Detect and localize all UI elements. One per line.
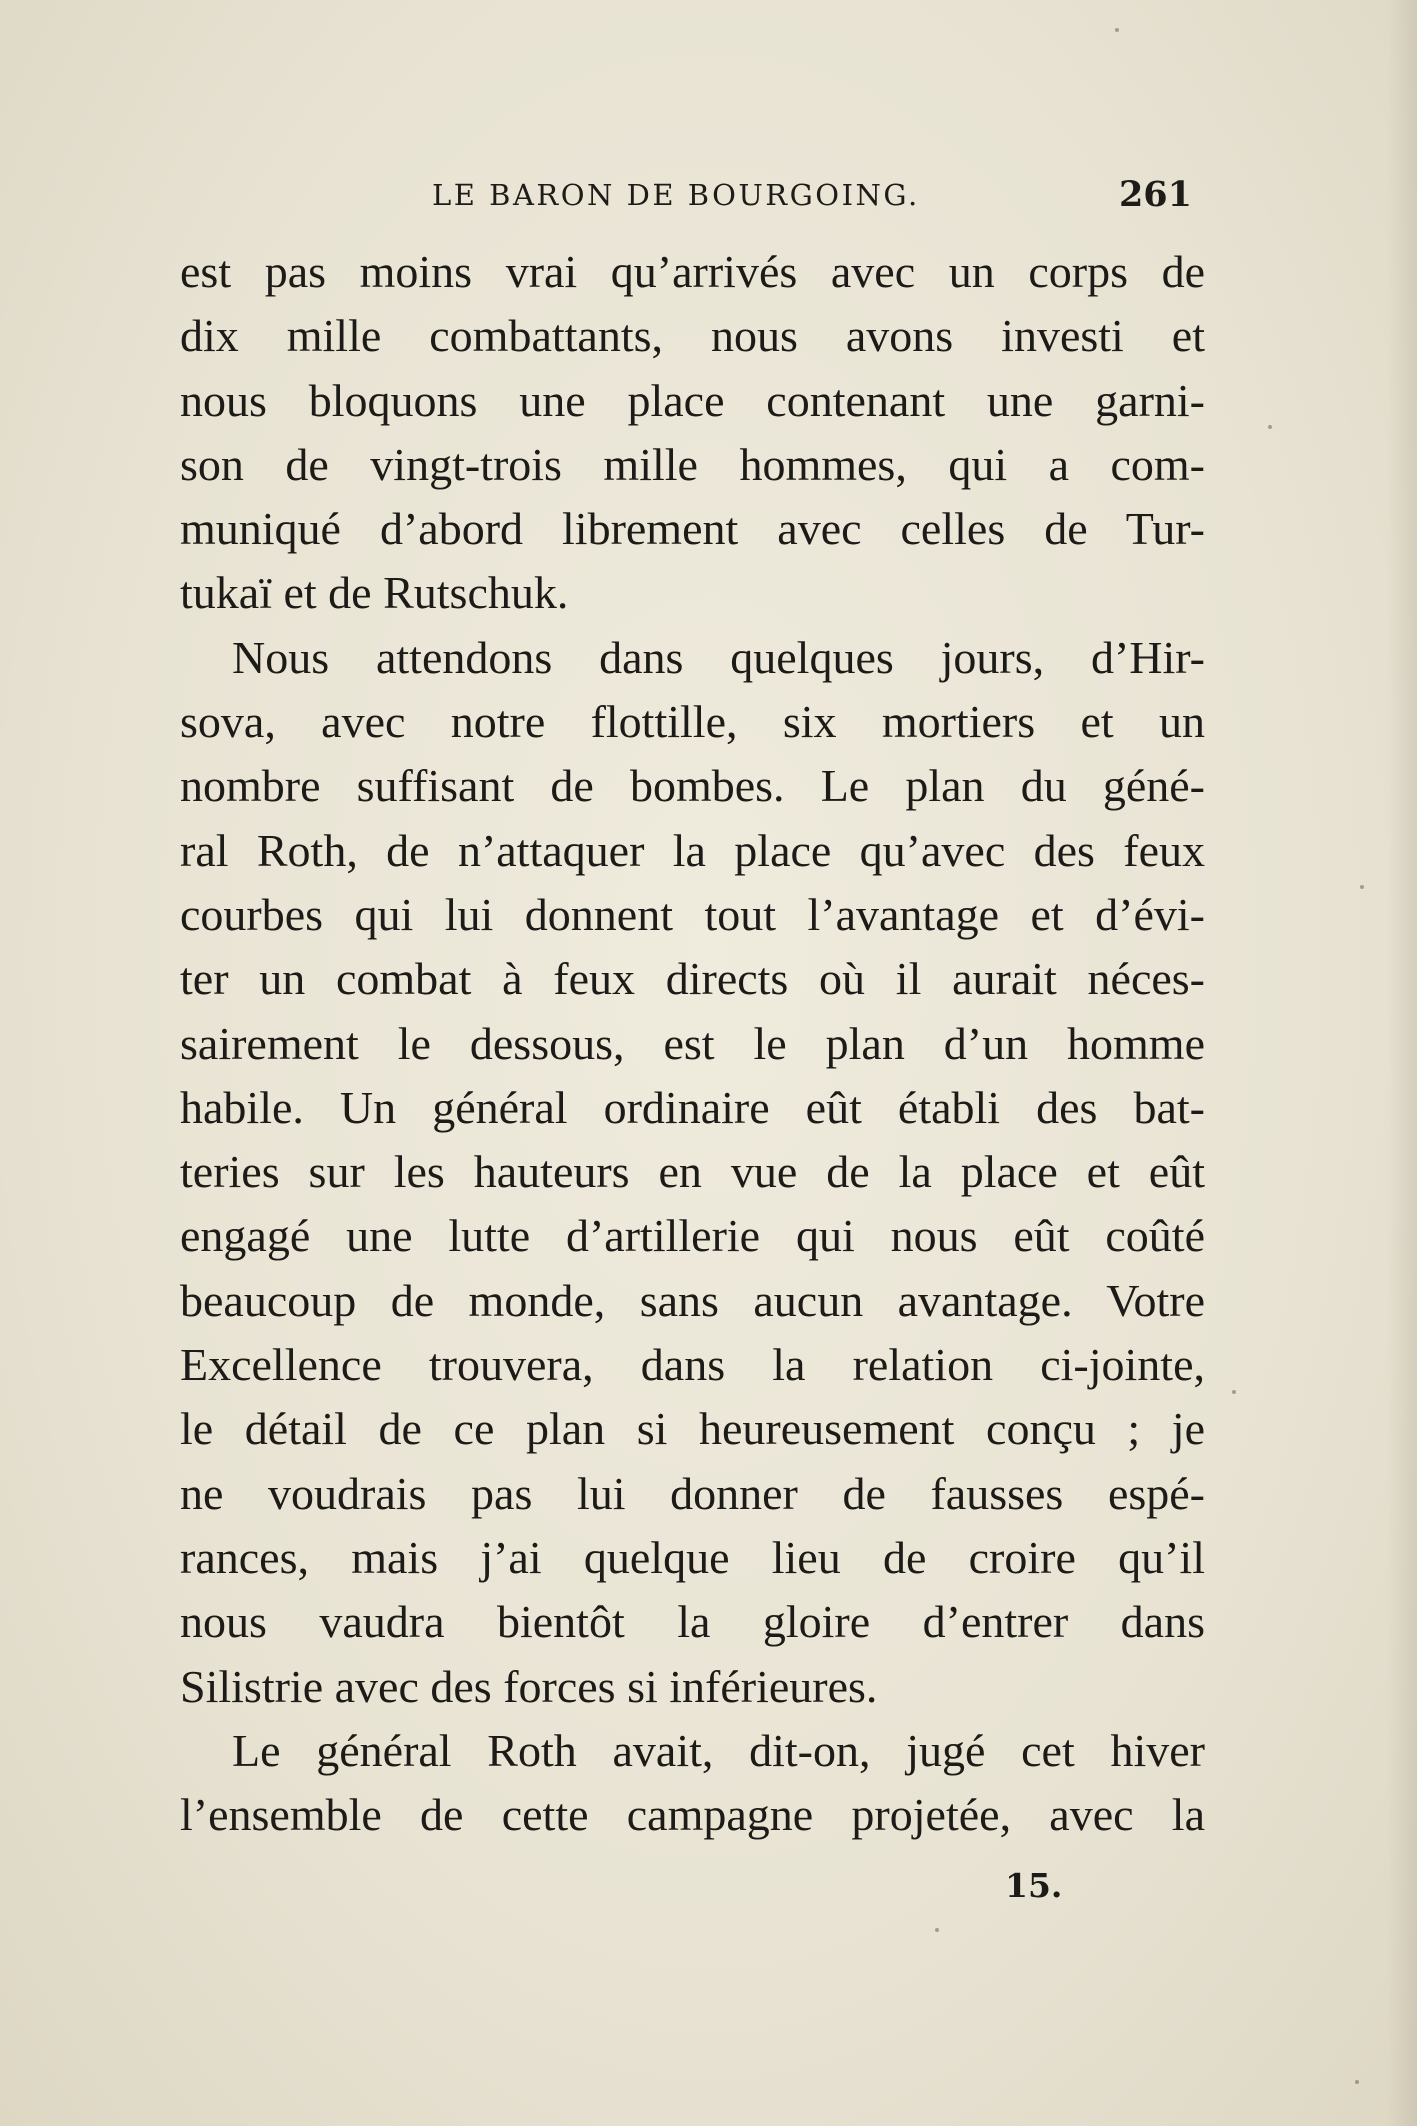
body-text xyxy=(180,240,1205,1847)
text-line: Nous attendons dans quelques jours, d’Hir- xyxy=(232,631,1205,683)
text-line: nombre suffisant de bombes. Le plan du géné- xyxy=(180,760,1205,812)
text-line: habile. Un général ordinaire eût établi des bat- xyxy=(180,1081,1205,1133)
text-line: est pas moins vrai qu’arrivés avec un corps de xyxy=(180,246,1205,297)
text-line: rances, mais j’ai quelque lieu de croire qu’il xyxy=(180,1531,1205,1583)
text-line: ne voudrais pas lui donner de fausses espé- xyxy=(180,1467,1205,1519)
text-line: l’ensemble de cette campagne projetée, avec la xyxy=(180,1789,1205,1841)
text-line: engagé une lutte d’artillerie qui nous eût coûté xyxy=(180,1210,1205,1262)
running-title: LE BARON DE BOURGOING. xyxy=(432,178,920,212)
text-line: Excellence trouvera, dans la relation ci-jointe, xyxy=(180,1339,1205,1391)
text-line: Silistrie avec des forces si inférieures. xyxy=(180,1660,878,1712)
text-line: le détail de ce plan si heureusement conçu ; je xyxy=(180,1403,1205,1455)
page-header xyxy=(180,174,1200,224)
paper-speck xyxy=(1355,2080,1359,2084)
text-line: nous bloquons une place contenant une garni- xyxy=(180,374,1205,426)
text-line: courbes qui lui donnent tout l’avantage et d’évi- xyxy=(180,888,1205,940)
text-line: tukaï et de Rutschuk. xyxy=(180,567,569,619)
text-line: nous vaudra bientôt la gloire d’entrer dans xyxy=(180,1596,1205,1648)
paper-speck xyxy=(1115,28,1119,32)
text-line: sova, avec notre flottille, six mortiers et un xyxy=(180,696,1205,748)
text-line: dix mille combattants, nous avons investi et xyxy=(180,310,1205,362)
text-line: beaucoup de monde, sans aucun avantage. Votre xyxy=(180,1274,1205,1326)
page-edge-shadow xyxy=(1387,0,1417,2126)
text-line: teries sur les hauteurs en vue de la place et eût xyxy=(180,1146,1205,1198)
paper-speck xyxy=(935,1928,939,1932)
page-number: 261 xyxy=(1118,174,1192,215)
text-line: ter un combat à feux directs où il aurait néces- xyxy=(180,953,1205,1005)
paper-speck xyxy=(1360,885,1364,889)
text-line: Le général Roth avait, dit-on, jugé cet hiver xyxy=(232,1724,1205,1776)
paper-speck xyxy=(1268,425,1272,429)
paper-speck xyxy=(1232,1390,1236,1394)
text-line: ral Roth, de n’attaquer la place qu’avec des feux xyxy=(180,824,1205,876)
text-line: son de vingt-trois mille hommes, qui a com- xyxy=(180,438,1205,490)
text-line: muniqué d’abord librement avec celles de Tur- xyxy=(180,503,1205,555)
text-line: sairement le dessous, est le plan d’un homme xyxy=(180,1017,1205,1069)
signature-mark: 15. xyxy=(1005,1866,1063,1905)
